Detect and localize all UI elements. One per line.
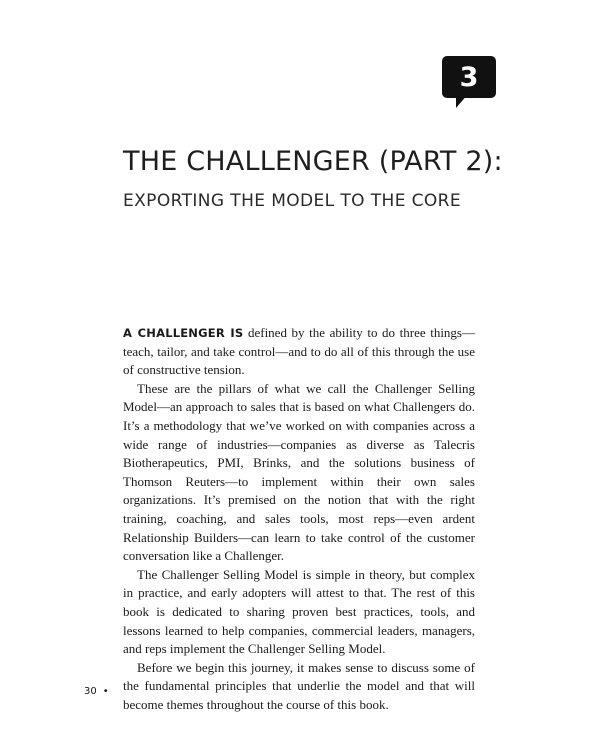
paragraph-2: These are the pillars of what we call the Challenger Selling Model—an approach to sales that is based on what Challengers do. It’s a methodology that we’ve worked on with companies across a wide range of industries—companies as diverse as Talecris Biotherapeutics, PMI, Brinks, and the solutions business of Thomson Reuters—to implement within their own sales organizations. It’s premised on the notion that with the right training, coaching, and sales tools, most reps—even ardent Relationship Builders—can learn to take control of the customer conversation like a Challenger. xyxy=(123,380,475,564)
paragraph-1-text: defined by the ability to do three things—teach, tailor, and take control—and to do all of this through the use of constructive tension. xyxy=(123,325,475,378)
lead-in: A CHALLENGER IS xyxy=(123,326,244,340)
chapter-number: 3 xyxy=(459,61,479,93)
paragraph-3: The Challenger Selling Model is simple in theory, but complex in practice, and early adopters will attest to that. The rest of this book is dedicated to sharing proven best practices, tools, and lessons learned to help companies, commercial leaders, managers, and reps implement the Challenger Selling Model. xyxy=(123,566,475,657)
speech-bubble-tail-icon xyxy=(456,94,468,108)
paragraph-4: Before we begin this journey, it makes sense to discuss some of the fundamental principles that underlie the model and that will become themes throughout the course of this book. xyxy=(123,659,475,712)
page-number: 30 xyxy=(84,686,97,697)
chapter-number-badge xyxy=(442,56,496,98)
page-footer xyxy=(84,686,109,697)
body-text xyxy=(123,324,475,714)
footer-separator: • xyxy=(102,686,109,697)
chapter-title: THE CHALLENGER (PART 2): xyxy=(123,146,503,177)
chapter-subtitle: EXPORTING THE MODEL TO THE CORE xyxy=(123,191,462,211)
paragraph-1 xyxy=(123,324,475,380)
